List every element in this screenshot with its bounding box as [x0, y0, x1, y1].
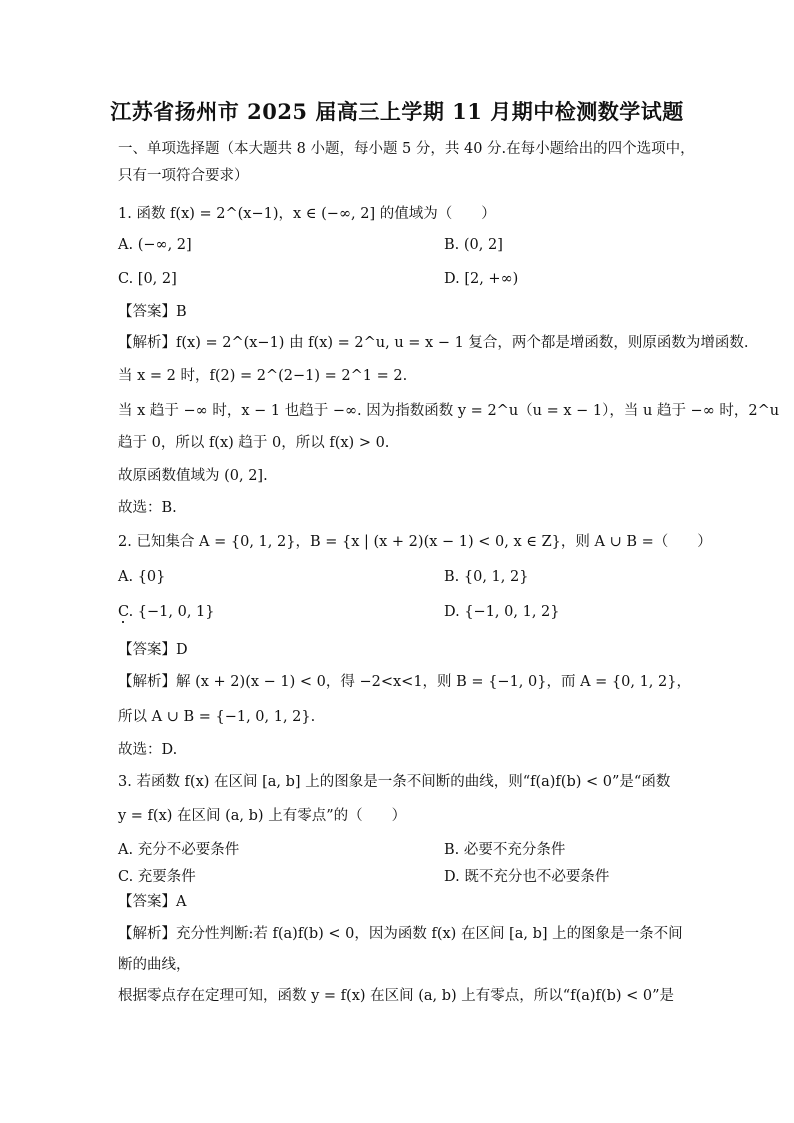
q1-analysis-line: 【解析】f(x) = 2^(x−1) 由 f(x) = 2^u, u = x − 1 复合，两个都是增函数，则原函数为增函数.: [118, 335, 749, 351]
q3-stem: 3. 若函数 f(x) 在区间 [a, b] 上的图象是一条不间断的曲线，则“f(a)f(b) < 0”是“函数: [118, 774, 671, 790]
q1-analysis-line: 当 x = 2 时，f(2) = 2^(2−1) = 2^1 = 2.: [118, 368, 408, 384]
q1-analysis-line: 当 x 趋于 −∞ 时，x − 1 也趋于 −∞. 因为指数函数 y = 2^u（u = x − 1），当 u 趋于 −∞ 时，2^u: [118, 403, 780, 419]
q2-option-a: A. {0}: [118, 569, 166, 585]
q2-option-b: B. {0, 1, 2}: [444, 569, 529, 585]
q1-analysis-line: 趋于 0，所以 f(x) 趋于 0，所以 f(x) > 0.: [118, 435, 390, 451]
q2-analysis-line: 所以 A ∪ B = {−1, 0, 1, 2}.: [118, 709, 316, 725]
q3-option-c: C. 充要条件: [118, 869, 196, 885]
q3-analysis-line: 【解析】充分性判断:若 f(a)f(b) < 0，因为函数 f(x) 在区间 [a, b] 上的图象是一条不间: [118, 926, 683, 942]
q1-option-d: D. [2, +∞): [444, 271, 519, 287]
q1-option-c: C. [0, 2]: [118, 271, 177, 287]
page-title: 江苏省扬州市 2025 届高三上学期 11 月期中检测数学试题: [110, 99, 684, 124]
q1-stem: 1. 函数 f(x) = 2^(x−1)，x ∈ (−∞, 2] 的值域为（ ）: [118, 206, 496, 222]
q3-option-d: D. 既不充分也不必要条件: [444, 869, 610, 885]
section-header: 一、单项选择题（本大题共 8 小题，每小题 5 分，共 40 分.在每小题给出的四个选项中，: [118, 141, 695, 157]
q3-option-b: B. 必要不充分条件: [444, 842, 566, 858]
q2-analysis-line: 故选：D.: [118, 742, 178, 758]
q3-stem-cont: y = f(x) 在区间 (a, b) 上有零点”的（ ）: [118, 808, 407, 824]
q2-analysis-line: 【解析】解 (x + 2)(x − 1) < 0，得 −2<x<1，则 B = {−1, 0}，而 A = {0, 1, 2}，: [118, 674, 691, 690]
q2-stem: 2. 已知集合 A = {0, 1, 2}，B = {x | (x + 2)(x − 1) < 0, x ∈ Z}，则 A ∪ B =（ ）: [118, 534, 712, 550]
q3-analysis-line: 断的曲线，: [118, 957, 191, 973]
q2-option-d: D. {−1, 0, 1, 2}: [444, 604, 560, 620]
q1-option-b: B. (0, 2]: [444, 237, 503, 253]
q1-option-a: A. (−∞, 2]: [118, 237, 192, 253]
q2-option-c: C. {−1, 0, 1}: [118, 604, 215, 620]
q2-answer: 【答案】D: [118, 642, 188, 658]
stray-dot: [122, 621, 124, 623]
q1-answer: 【答案】B: [118, 304, 187, 320]
q3-option-a: A. 充分不必要条件: [118, 842, 240, 858]
q1-analysis-line: 故原函数值域为 (0, 2].: [118, 468, 268, 484]
q3-answer: 【答案】A: [118, 894, 187, 910]
q1-analysis-line: 故选：B.: [118, 500, 177, 516]
section-header-cont: 只有一项符合要求）: [118, 168, 249, 184]
q3-analysis-line: 根据零点存在定理可知，函数 y = f(x) 在区间 (a, b) 上有零点，所以“f(a)f(b) < 0”是: [118, 988, 675, 1004]
